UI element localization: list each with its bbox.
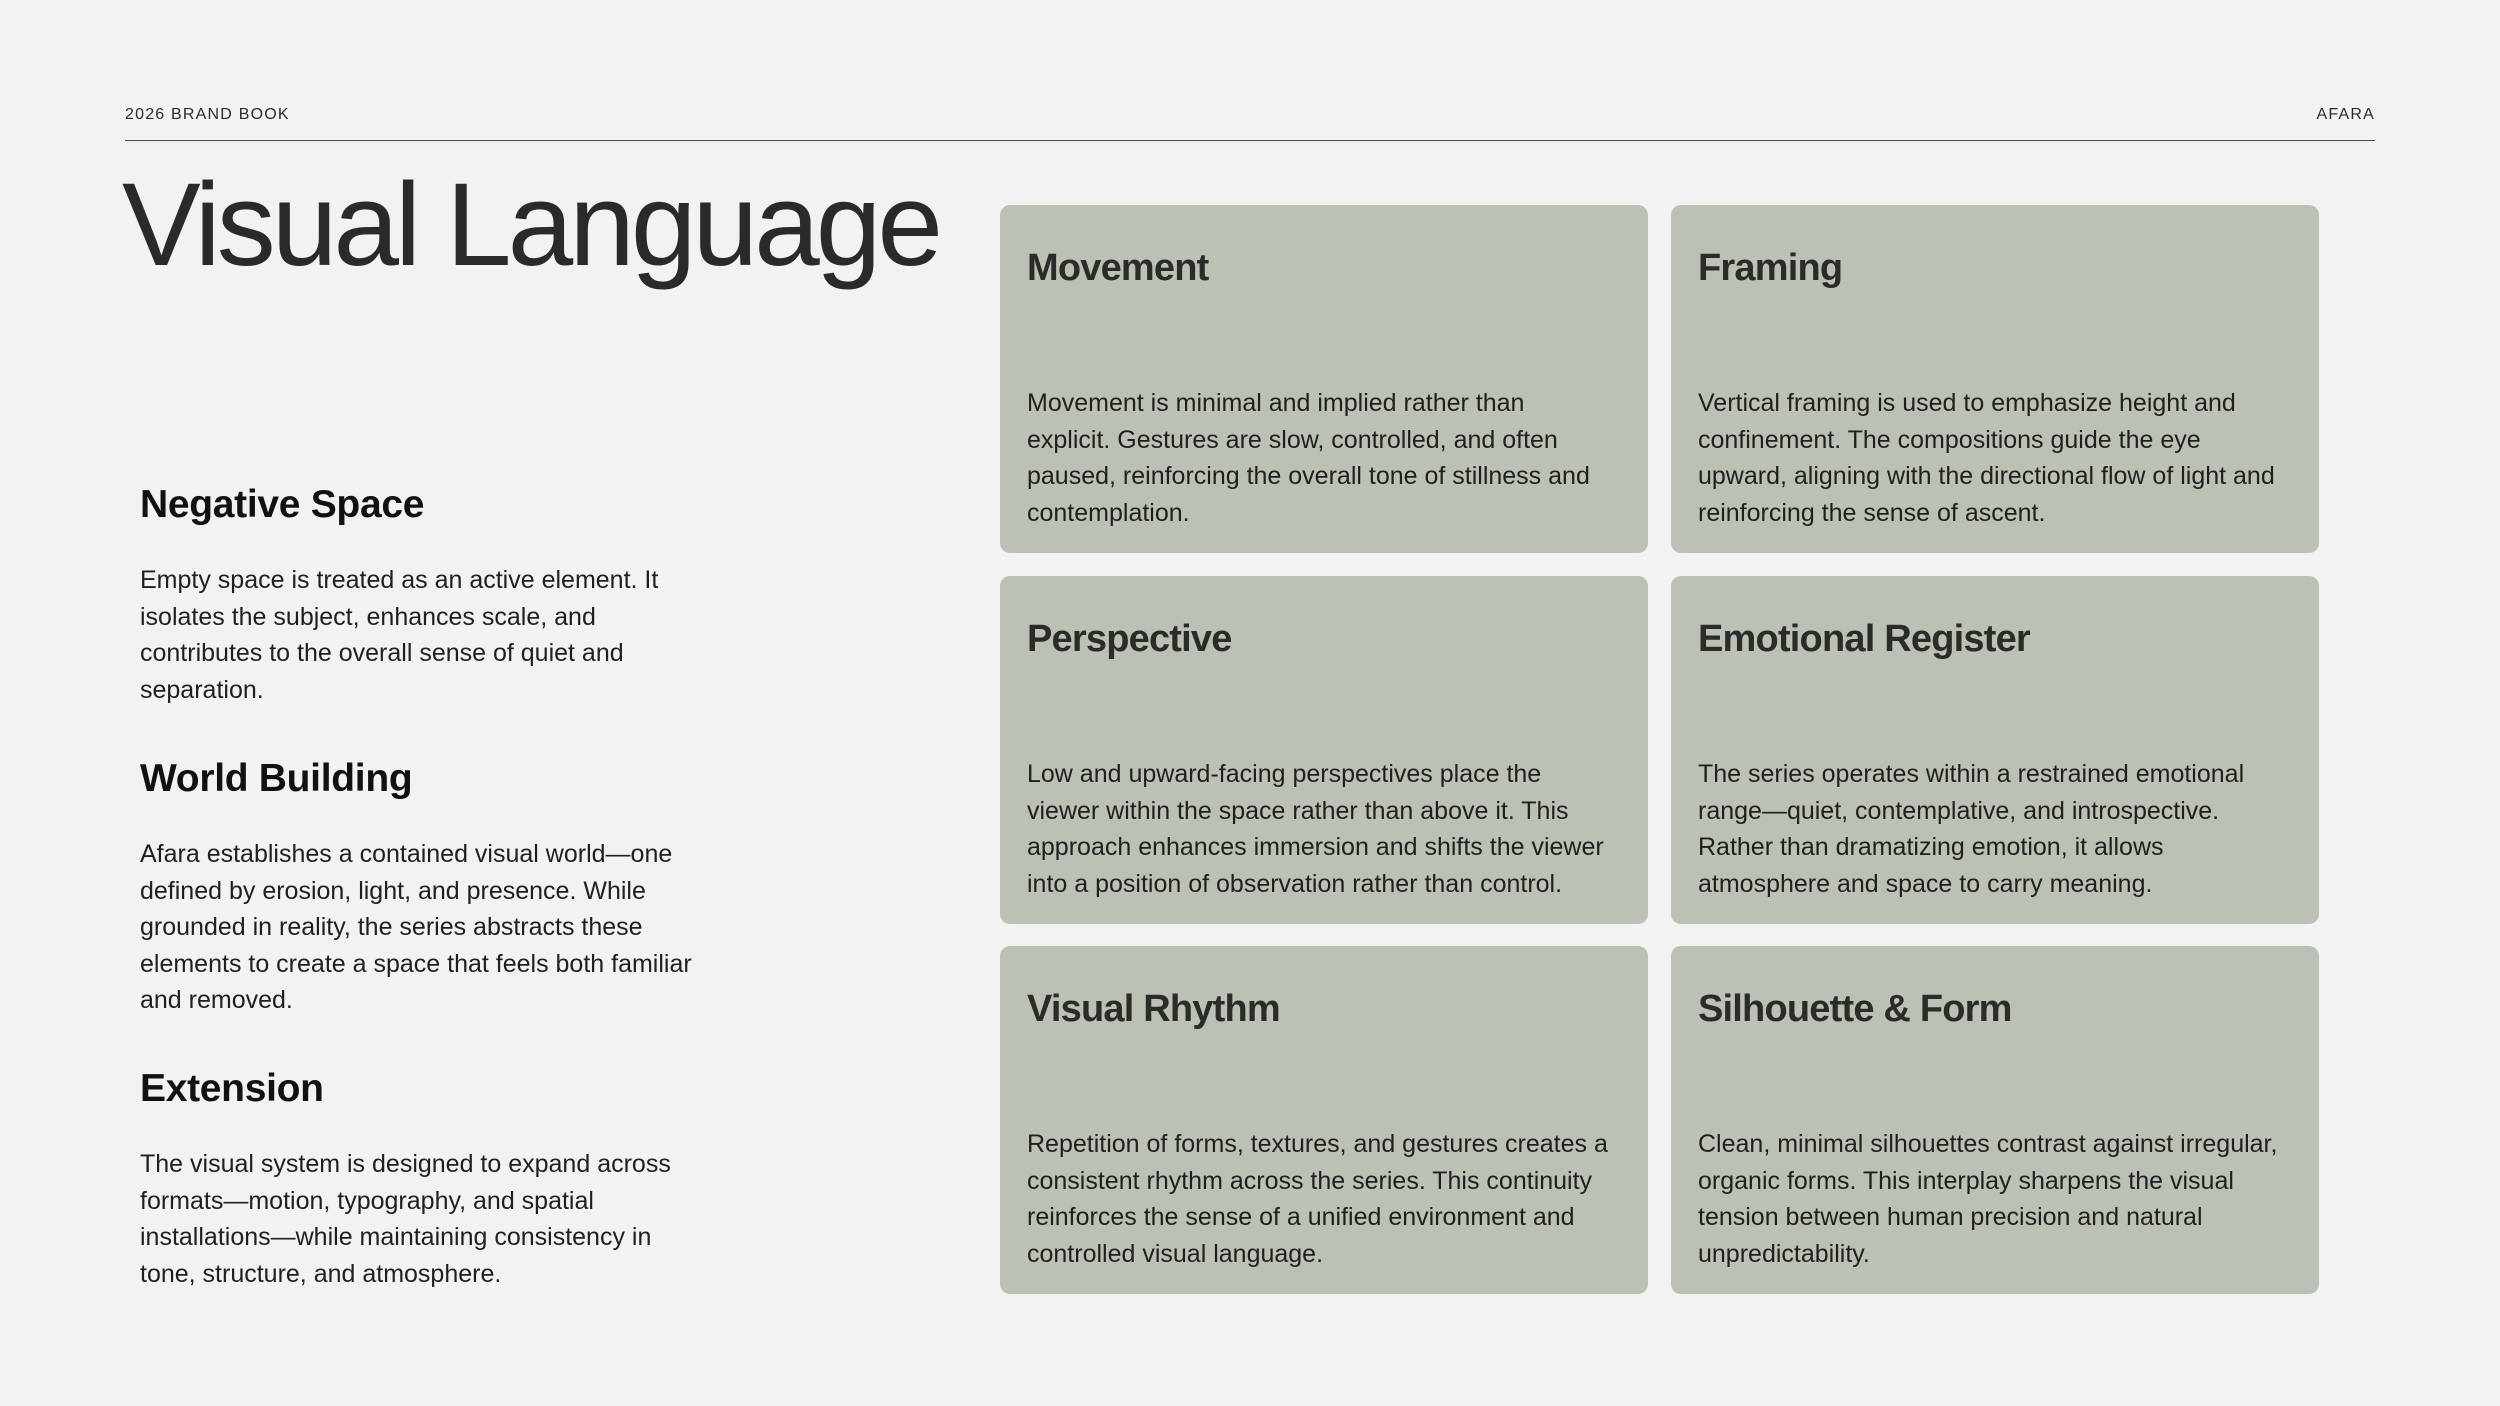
section-heading: World Building <box>140 757 413 800</box>
section-heading: Negative Space <box>140 483 425 526</box>
section-body: Empty space is treated as an active element. It isolates the subject, enhances scale, and contributes to the overall sense of quiet and separation. <box>140 566 659 704</box>
card-body: Repetition of forms, textures, and gestures creates a consistent rhythm across the series. This continuity reinforces the sense of a unified environment and controlled visual language. <box>1027 1130 1608 1268</box>
card-body: Low and upward-facing perspectives place the viewer within the space rather than above it. This approach enhances immersion and shifts the viewer into a position of observation rather than control. <box>1027 760 1604 898</box>
card-body: The series operates within a restrained emotional range—quiet, contemplative, and introspective. Rather than dramatizing emotion, it allows atmosphere and space to carry meaning. <box>1698 760 2245 898</box>
section-extension <box>140 1066 700 1292</box>
header-brand-book-label: 2026 BRAND BOOK <box>125 106 290 123</box>
card-title: Perspective <box>1027 618 1232 660</box>
card-movement <box>1000 205 1648 553</box>
section-heading: Extension <box>140 1067 324 1110</box>
card-visual-rhythm <box>1000 946 1648 1294</box>
card-body: Movement is minimal and implied rather than explicit. Gestures are slow, controlled, and often paused, reinforcing the overall tone of stillness and contemplation. <box>1027 389 1590 527</box>
header-brand-name: AFARA <box>2316 106 2375 123</box>
card-title: Visual Rhythm <box>1027 988 1280 1030</box>
page-title: Visual Language <box>122 159 940 291</box>
section-body: Afara establishes a contained visual world—one defined by erosion, light, and presence. While grounded in reality, the series abstracts these elements to create a space that feels both familiar and removed. <box>140 840 692 1014</box>
section-world-building <box>140 756 700 1019</box>
card-framing <box>1671 205 2319 553</box>
section-negative-space <box>140 482 700 708</box>
card-title: Framing <box>1698 247 1843 289</box>
card-emotional-register <box>1671 576 2319 924</box>
card-silhouette-form <box>1671 946 2319 1294</box>
section-body: The visual system is designed to expand across formats—motion, typography, and spatial installations—while maintaining consistency in tone, structure, and atmosphere. <box>140 1150 671 1288</box>
card-title: Silhouette & Form <box>1698 988 2012 1030</box>
card-perspective <box>1000 576 1648 924</box>
card-title: Emotional Register <box>1698 618 2030 660</box>
header-divider <box>125 140 2375 141</box>
card-body: Vertical framing is used to emphasize height and confinement. The compositions guide the eye upward, aligning with the directional flow of light and reinforcing the sense of ascent. <box>1698 389 2275 527</box>
card-title: Movement <box>1027 247 1209 289</box>
card-body: Clean, minimal silhouettes contrast against irregular, organic forms. This interplay sharpens the visual tension between human precision and natural unpredictability. <box>1698 1130 2278 1268</box>
